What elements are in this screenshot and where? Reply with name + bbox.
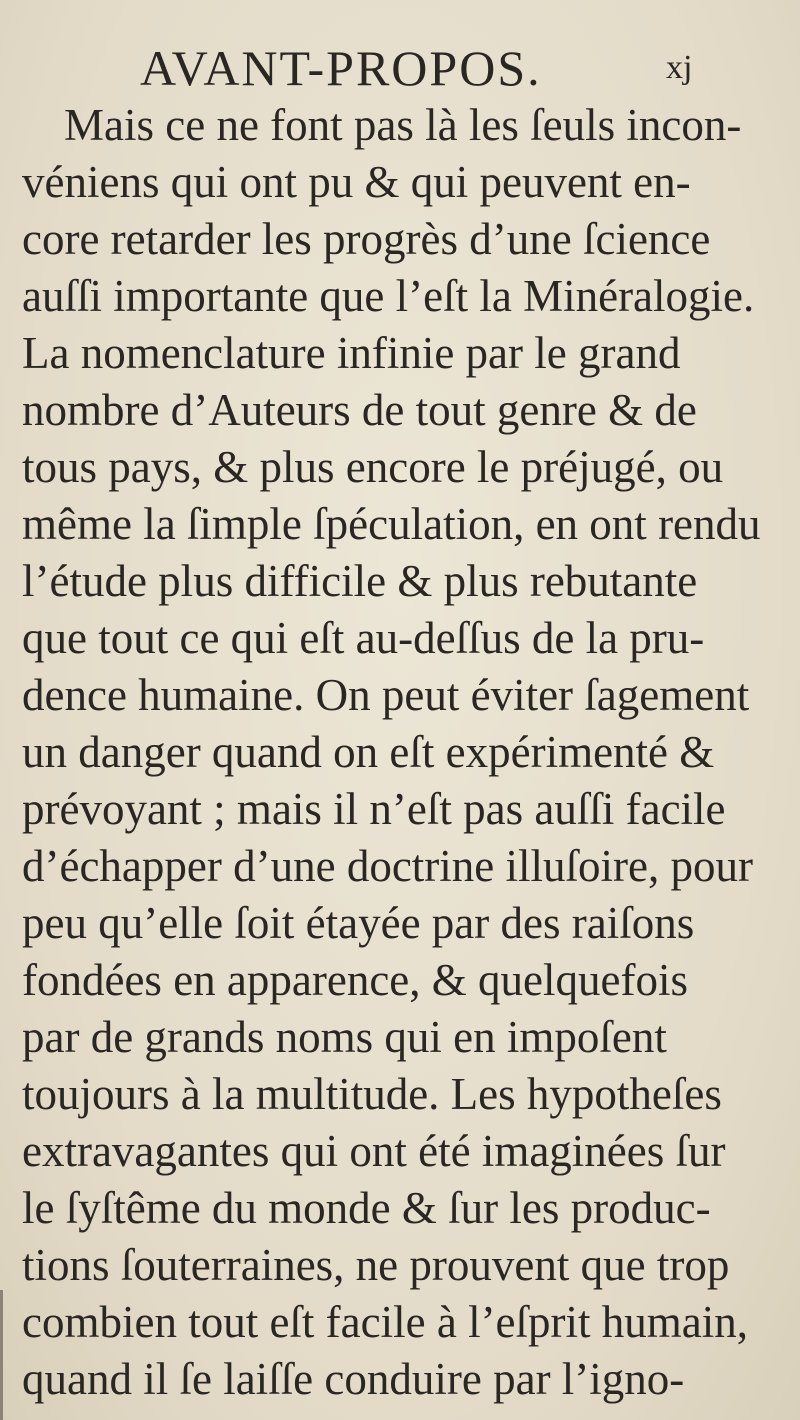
text-line: tions ſouterraines, ne prouvent que trop — [22, 1240, 730, 1290]
text-line: d’échapper d’une doctrine illuſoire, pour — [22, 841, 753, 891]
text-line: prévoyant ; mais il n’eſt pas auſſi facile — [22, 784, 726, 834]
text-line: La nomenclature infinie par le grand — [22, 328, 681, 378]
text-line: le ſyſtême du monde & ſur les produc- — [22, 1183, 711, 1233]
binding-edge — [0, 1290, 3, 1420]
text-line: extravagantes qui ont été imaginées ſur — [22, 1126, 726, 1176]
text-line: que tout ce qui eſt au-deſſus de la pru- — [22, 613, 705, 663]
page-header — [0, 38, 800, 98]
text-line: un danger quand on eſt expérimenté & — [22, 727, 715, 777]
text-line: par de grands noms qui en impoſent — [22, 1012, 667, 1062]
text-line: nombre d’Auteurs de tout genre & de — [22, 385, 697, 435]
text-line: l’étude plus difficile & plus rebutante — [22, 556, 698, 606]
text-line: core retarder les progrès d’une ſcience — [22, 214, 711, 264]
text-line: tous pays, & plus encore le préjugé, ou — [22, 442, 724, 492]
text-line: toujours à la multitude. Les hypotheſes — [22, 1069, 722, 1119]
text-line: dence humaine. On peut éviter ſagement — [22, 670, 750, 720]
text-line: même la ſimple ſpéculation, en ont rendu — [22, 499, 761, 549]
text-line: véniens qui ont pu & qui peuvent en- — [22, 157, 691, 207]
running-title: AVANT-PROPOS. — [140, 40, 542, 96]
page-number: xj — [666, 49, 693, 86]
text-line: fondées en apparence, & quelquefois — [22, 955, 688, 1005]
text-line: peu qu’elle ſoit étayée par des raiſons — [22, 898, 695, 948]
text-line: Mais ce ne font pas là les ſeuls incon- — [64, 100, 742, 150]
text-line: quand il ſe laiſſe conduire par l’igno- — [22, 1354, 685, 1404]
text-line: combien tout eſt facile à l’eſprit humain, — [22, 1297, 748, 1347]
text-line: auſſi importante que l’eſt la Minéralogie. — [22, 271, 755, 321]
